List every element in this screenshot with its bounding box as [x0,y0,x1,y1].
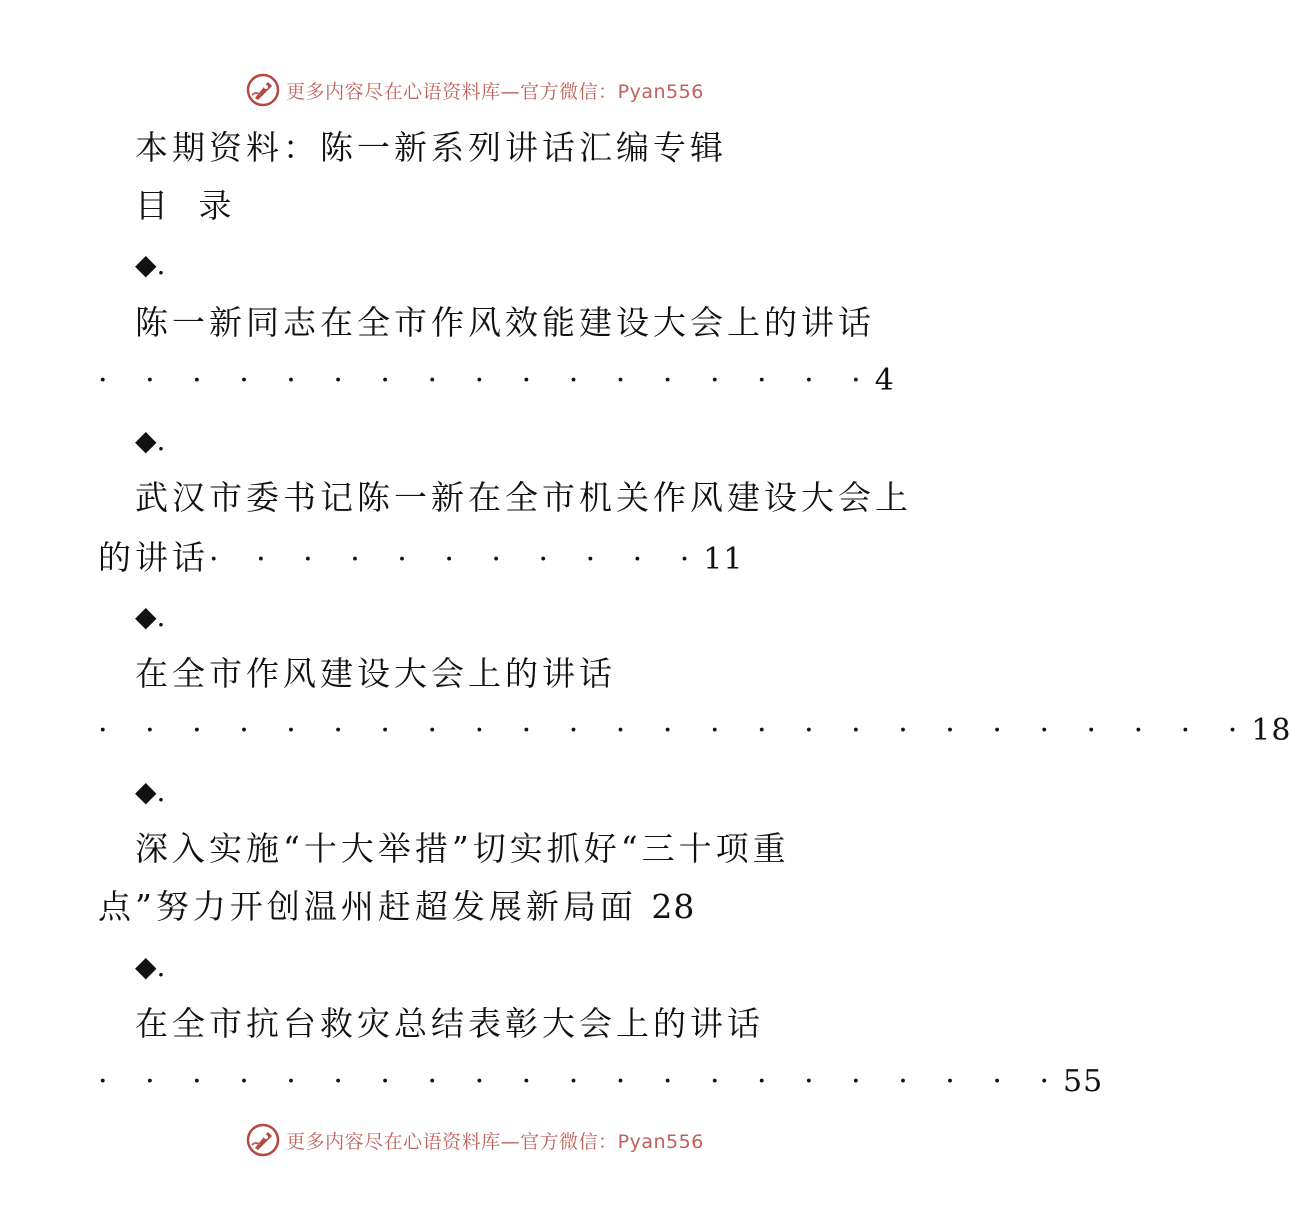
toc-entry-title: 深入实施“十大举措”切实抓好“三十项重 [135,829,790,868]
toc-entry-title: 在全市作风建设大会上的讲话 [135,654,616,693]
toc-bullet: ◆. [135,775,166,808]
toc-page-number: 55 [1062,1064,1104,1099]
toc-bullet: ◆. [135,950,166,983]
dot-leader: · · · · · · · · · · · · · · · · · [98,363,875,398]
toc-title: 目 录 [135,186,242,225]
toc-entry-title: 在全市抗台救灾总结表彰大会上的讲话 [135,1004,764,1043]
toc-entry-leader [98,887,696,926]
toc-entry-leader [98,713,1291,748]
toc-bullet: ◆. [135,248,166,281]
toc-entry-title: 陈一新同志在全市作风效能建设大会上的讲话 [135,303,875,342]
footer-banner-text: 更多内容尽在心语资料库—官方微信：Pyan556 [286,1130,704,1153]
dot-leader: · · · · · · · · · · · · · · · · · · · · · [98,1064,1063,1099]
toc-bullet: ◆. [135,600,166,633]
toc-entry-leader [98,363,895,398]
footer-banner [0,1120,950,1160]
toc-page-number: 4 [874,363,895,398]
dot-leader: · · · · · · · · · · · · · · · · · · · · · · · · · [98,713,1252,748]
toc-entry-title-cont: 的讲话 [98,538,209,577]
pen-nib-logo-icon [246,1123,280,1157]
toc-entry-title: 武汉市委书记陈一新在全市机关作风建设大会上 [135,478,912,517]
toc-entry-title-cont: 点”努力开创温州赶超发展新局面 [98,887,652,926]
dot-leader: · · · · · · · · · · · [209,542,704,577]
toc-bullet: ◆. [135,424,166,457]
pen-nib-logo-icon [246,73,280,107]
document-heading: 本期资料：陈一新系列讲话汇编专辑 [135,128,727,167]
toc-entry-leader [98,538,744,577]
toc-page-number: 28 [651,887,696,926]
toc-page-number: 18 [1251,713,1291,748]
header-banner [0,70,950,110]
header-banner-text: 更多内容尽在心语资料库—官方微信：Pyan556 [286,80,704,103]
toc-page-number: 11 [703,542,744,577]
toc-entry-leader [98,1064,1104,1099]
